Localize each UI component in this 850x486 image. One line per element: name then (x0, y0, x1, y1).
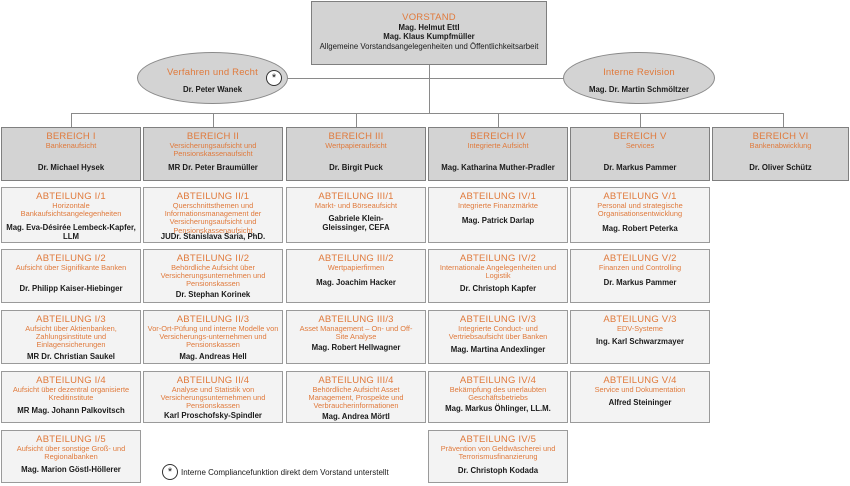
abteilung-head: Dr. Christoph Kodada (457, 466, 539, 475)
abteilung-subtitle: Vor-Ort-Püfung und interne Modelle von Versicherungs-unternehmen und Pensionskassen (147, 324, 279, 350)
bereich-subtitle: Wertpapieraufsicht (325, 141, 387, 150)
connector-bereich-5 (640, 113, 641, 127)
abteilung-head: JUDr. Stanislava Saria, PhD. (160, 232, 266, 241)
abteilung-head: Dr. Markus Pammer (603, 278, 677, 287)
staff-unit-title: Interne Revision (603, 67, 675, 78)
abteilung-head: Dr. Stephan Korinek (175, 290, 251, 299)
abteilung-box (428, 371, 568, 423)
legend-marker-icon: * (162, 464, 178, 480)
bereich-head: MR Dr. Peter Braumüller (168, 163, 258, 172)
abteilung-box (428, 249, 568, 303)
compliance-marker-icon: * (266, 70, 282, 86)
bereich-box (712, 127, 849, 181)
vorstand-box (311, 1, 547, 65)
abteilung-box (286, 371, 426, 423)
staff-unit-interne-revision (563, 52, 715, 104)
abteilung-box (143, 249, 283, 303)
abteilung-box (286, 310, 426, 364)
bereich-title: BEREICH IV (470, 131, 526, 142)
abteilung-box (1, 371, 141, 423)
legend-text: Interne Compliancefunktion direkt dem Vorstand unterstellt (181, 468, 389, 477)
bereich-head: Dr. Michael Hysek (37, 163, 105, 172)
abteilung-subtitle: Aufsicht über dezentral organisierte Kreditinstitute (12, 385, 130, 403)
abteilung-subtitle: Wertpapierfirmen (327, 263, 385, 272)
abteilung-subtitle: Horizontale Bankaufsichtsangelegenheiten (20, 201, 122, 219)
abteilung-title: ABTEILUNG V/2 (603, 253, 677, 264)
connector-bereiche-horizontal (71, 113, 784, 114)
bereich-box (1, 127, 141, 181)
abteilung-box (428, 187, 568, 243)
abteilung-head: Mag. Patrick Darlap (461, 216, 535, 225)
abteilung-box (286, 249, 426, 303)
abteilung-box (570, 249, 710, 303)
bereich-box (570, 127, 710, 181)
vorstand-member: Mag. Helmut Ettl (398, 23, 460, 32)
bereich-title: BEREICH III (328, 131, 384, 142)
bereich-title: BEREICH I (46, 131, 96, 142)
abteilung-head: Mag. Eva-Désirée Lembeck-Kapfer, LLM (6, 223, 136, 242)
abteilung-title: ABTEILUNG I/5 (36, 434, 106, 445)
abteilung-box (570, 371, 710, 423)
abteilung-subtitle: Markt- und Börseaufsicht (314, 201, 398, 210)
abteilung-title: ABTEILUNG V/3 (603, 314, 677, 325)
abteilung-head: MR Mag. Johann Palkovitsch (17, 406, 125, 415)
abteilung-title: ABTEILUNG IV/3 (459, 314, 537, 325)
bereich-box (143, 127, 283, 181)
abteilung-subtitle: Bekämpfung des unerlaubten Geschäftsbetriebs (449, 385, 547, 403)
abteilung-title: ABTEILUNG II/1 (176, 191, 250, 202)
abteilung-title: ABTEILUNG IV/5 (459, 434, 537, 445)
abteilung-subtitle: Aufsicht über Signifikante Banken (15, 263, 127, 272)
abteilung-box (1, 430, 141, 483)
connector-vorstand-down (429, 65, 430, 113)
abteilung-title: ABTEILUNG I/2 (36, 253, 106, 264)
connector-bereich-2 (213, 113, 214, 127)
bereich-head: Dr. Markus Pammer (603, 163, 677, 172)
abteilung-head: Alfred Steininger (608, 398, 672, 407)
abteilung-title: ABTEILUNG I/1 (36, 191, 106, 202)
abteilung-subtitle: Analyse und Statistik von Versicherungsunternehmen und Pensionskassen (160, 385, 266, 411)
abteilung-title: ABTEILUNG I/3 (36, 314, 106, 325)
staff-unit-head: Dr. Peter Wanek (182, 85, 243, 94)
abteilung-head: Mag. Robert Peterka (602, 224, 678, 233)
bereich-subtitle: Bankenabwicklung (749, 141, 812, 150)
abteilung-subtitle: Asset Management – On- und Off-Site Analyse (299, 324, 413, 342)
abteilung-title: ABTEILUNG III/4 (318, 375, 394, 386)
bereich-title: BEREICH V (613, 131, 667, 142)
bereich-box (286, 127, 426, 181)
abteilung-subtitle: Service und Dokumentation (594, 385, 686, 394)
abteilung-title: ABTEILUNG IV/2 (459, 253, 537, 264)
bereich-head: Dr. Oliver Schütz (749, 163, 812, 172)
connector-staff-right (429, 78, 564, 79)
connector-bereich-3 (356, 113, 357, 127)
abteilung-subtitle: Integrierte Conduct- und Vertriebsaufsicht über Banken (448, 324, 548, 342)
connector-bereich-6 (783, 113, 784, 127)
abteilung-subtitle: Integrierte Finanzmärkte (457, 201, 539, 210)
abteilung-title: ABTEILUNG II/2 (176, 253, 250, 264)
abteilung-head: Mag. Marion Göstl-Höllerer (21, 465, 121, 474)
bereich-head: Dr. Birgit Puck (329, 163, 383, 172)
abteilung-title: ABTEILUNG I/4 (36, 375, 106, 386)
abteilung-box (1, 249, 141, 303)
abteilung-box (570, 310, 710, 364)
bereich-subtitle: Bankenaufsicht (45, 141, 97, 150)
bereich-subtitle: Services (625, 141, 655, 150)
abteilung-subtitle: EDV-Systeme (617, 324, 663, 333)
abteilung-title: ABTEILUNG II/3 (176, 314, 250, 325)
abteilung-title: ABTEILUNG IV/1 (459, 191, 537, 202)
abteilung-head: Mag. Markus Öhlinger, LL.M. (445, 404, 551, 413)
abteilung-title: ABTEILUNG V/4 (603, 375, 677, 386)
bereich-box (428, 127, 568, 181)
abteilung-title: ABTEILUNG III/2 (318, 253, 394, 264)
abteilung-head: Dr. Philipp Kaiser-Hiebinger (19, 284, 123, 293)
abteilung-box (143, 310, 283, 364)
abteilung-subtitle: Aufsicht über Aktienbanken, Zahlungsinstitute und Einlagensicherungen (25, 324, 117, 350)
abteilung-title: ABTEILUNG V/1 (603, 191, 677, 202)
abteilung-title: ABTEILUNG IV/4 (459, 375, 537, 386)
bereich-subtitle: Versicherungsaufsicht und Pensionskassenaufsicht (169, 141, 257, 159)
abteilung-subtitle: Behördliche Aufsicht Asset Management, Prospekte und Verbraucherinformationen (308, 385, 404, 411)
abteilung-head: Ing. Karl Schwarzmayer (596, 337, 684, 346)
vorstand-member: Mag. Klaus Kumpfmüller (383, 32, 475, 42)
abteilung-head: Gabriele Klein-Gleissinger, CEFA (322, 214, 390, 233)
bereich-title: BEREICH VI (752, 131, 809, 142)
abteilung-head: Mag. Andreas Hell (179, 352, 247, 361)
abteilung-title: ABTEILUNG II/4 (176, 375, 250, 386)
vorstand-description: Allgemeine Vorstandsangelegenheiten und Öffentlichkeitsarbeit (319, 41, 539, 51)
abteilung-title: ABTEILUNG III/3 (318, 314, 394, 325)
abteilung-subtitle: Behördliche Aufsicht über Versicherungsunternehmen und Pensionskassen (160, 263, 266, 289)
staff-unit-title: Verfahren und Recht (167, 67, 258, 78)
abteilung-subtitle: Aufsicht über sonstige Groß- und Regionalbanken (16, 444, 126, 462)
connector-staff-left (286, 78, 430, 79)
abteilung-head: Mag. Joachim Hacker (316, 278, 396, 287)
connector-bereich-4 (498, 113, 499, 127)
abteilung-head: MR Dr. Christian Saukel (27, 352, 115, 361)
abteilung-box (1, 310, 141, 364)
abteilung-title: ABTEILUNG III/1 (318, 191, 394, 202)
abteilung-box (143, 371, 283, 423)
abteilung-head: Mag. Andrea Mörtl (322, 412, 390, 421)
abteilung-subtitle: Personal und strategische Organisationsentwicklung (597, 201, 683, 219)
connector-bereich-1 (71, 113, 72, 127)
abteilung-subtitle: Querschnittsthemen und Informationsmanagement der Versicherungsaufsicht und Pensionskassenaufsicht (164, 201, 262, 235)
abteilung-head: Mag. Robert Hellwagner (311, 343, 401, 352)
staff-unit-head: Mag. Dr. Martin Schmöltzer (588, 85, 690, 94)
abteilung-box (286, 187, 426, 243)
abteilung-head: Dr. Christoph Kapfer (459, 284, 537, 293)
abteilung-box (570, 187, 710, 243)
abteilung-box (143, 187, 283, 243)
abteilung-box (428, 310, 568, 364)
bereich-subtitle: Integrierte Aufsicht (467, 141, 529, 150)
abteilung-subtitle: Finanzen und Controlling (598, 263, 682, 272)
abteilung-box (428, 430, 568, 483)
bereich-head: Mag. Katharina Muther-Pradler (441, 163, 555, 172)
abteilung-head: Karl Proschofsky-Spindler (164, 411, 262, 420)
bereich-title: BEREICH II (186, 131, 240, 142)
abteilung-head: Mag. Martina Andexlinger (450, 345, 546, 354)
abteilung-subtitle: Internationale Angelegenheiten und Logistik (439, 263, 557, 281)
abteilung-subtitle: Prävention von Geldwäscherei und Terrorismusfinanzierung (440, 444, 556, 462)
vorstand-title: VORSTAND (402, 12, 456, 23)
abteilung-box (1, 187, 141, 243)
